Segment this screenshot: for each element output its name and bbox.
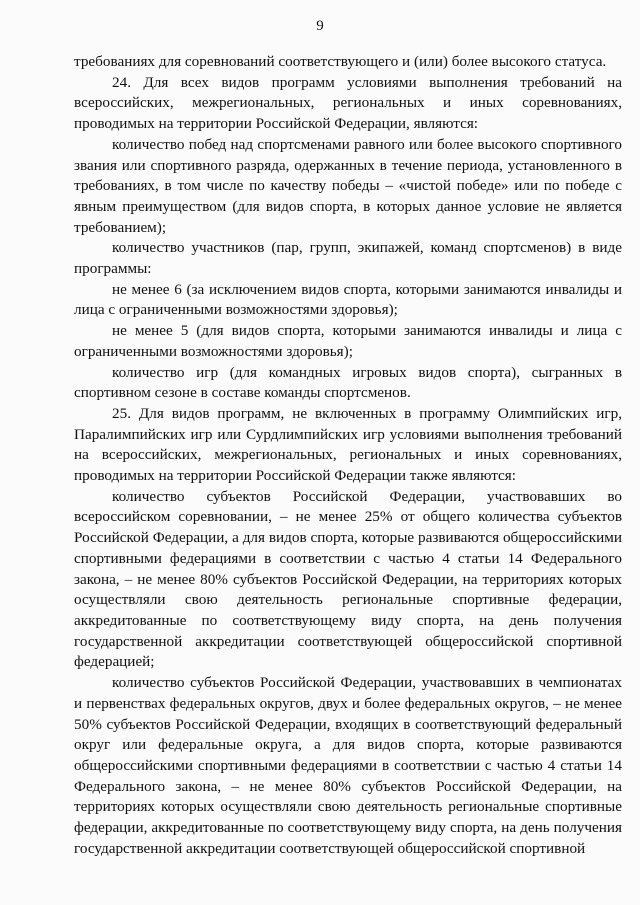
paragraph-games-count: количество игр (для командных игровых видов спорта), сыгранных в спортивном сезоне в составе команды спортсменов. — [74, 363, 622, 402]
body-text — [74, 52, 622, 859]
paragraph-participants-count: количество участников (пар, групп, экипажей, команд спортсменов) в виде программы: — [74, 239, 622, 278]
page-number: 9 — [316, 18, 324, 34]
paragraph-victories-count: количество побед над спортсменами равного или более высокого спортивного звания или спортивного разряда, одержанных в течение периода, установленного в требованиях, в том числе по качеству победы – «чистой победе» или по победе с явным преимуществом (для видов спорта, в которых данное условие не является требованием); — [74, 135, 622, 236]
paragraph-regions-federal-district: количество субъектов Российской Федерации, участвовавших в чемпионатах и первенствах федеральных округов, двух и более федеральных округов, – не менее 50% субъектов Российской Федерации, входящих в соответствующий федеральный округ или федеральные округа, а для видов спорта, которые развиваются общероссийскими спортивными федерациями в соответствии с частью 4 статьи 14 Федерального закона, – не менее 80% субъектов Российской Федерации, на территориях которых осуществляли свою деятельность региональные спортивные федерации, аккредитованные по соответствующему виду спорта, на день получения государственной аккредитации соответствующей общероссийской спортивной — [74, 674, 622, 857]
paragraph-item-25: 25. Для видов программ, не включенных в программу Олимпийских игр, Паралимпийских игр или Сурдлимпийских игр условиями выполнения требований на всероссийских, межрегиональных, региональных и иных соревнованиях, проводимых на территории Российской Федерации также являются: — [74, 404, 622, 485]
paragraph-regions-all-russian: количество субъектов Российской Федерации, участвовавших во всероссийском соревновании, – не менее 25% от общего количества субъектов Российской Федерации, а для видов спорта, которые развиваются общероссийскими спортивными федерациями в соответствии с частью 4 статьи 14 Федерального закона, – не менее 80% субъектов Российской Федерации, на территориях которых осуществляли свою деятельность региональные спортивные федерации, аккредитованные по соответствующему виду спорта, на день получения государственной аккредитации соответствующей общероссийской спортивной федерацией; — [74, 487, 622, 671]
paragraph-item-24: 24. Для всех видов программ условиями выполнения требований на всероссийских, межрегиональных, региональных и иных соревнованиях, проводимых на территории Российской Федерации, являются: — [74, 73, 622, 133]
paragraph-min-6: не менее 6 (за исключением видов спорта, которыми занимаются инвалиды и лица с ограниченными возможностями здоровья); — [74, 280, 622, 319]
paragraph-continuation: требованиях для соревнований соответствующего и (или) более высокого статуса. — [74, 53, 607, 70]
paragraph-min-5: не менее 5 (для видов спорта, которыми занимаются инвалиды и лица с ограниченными возможностями здоровья); — [74, 322, 622, 360]
